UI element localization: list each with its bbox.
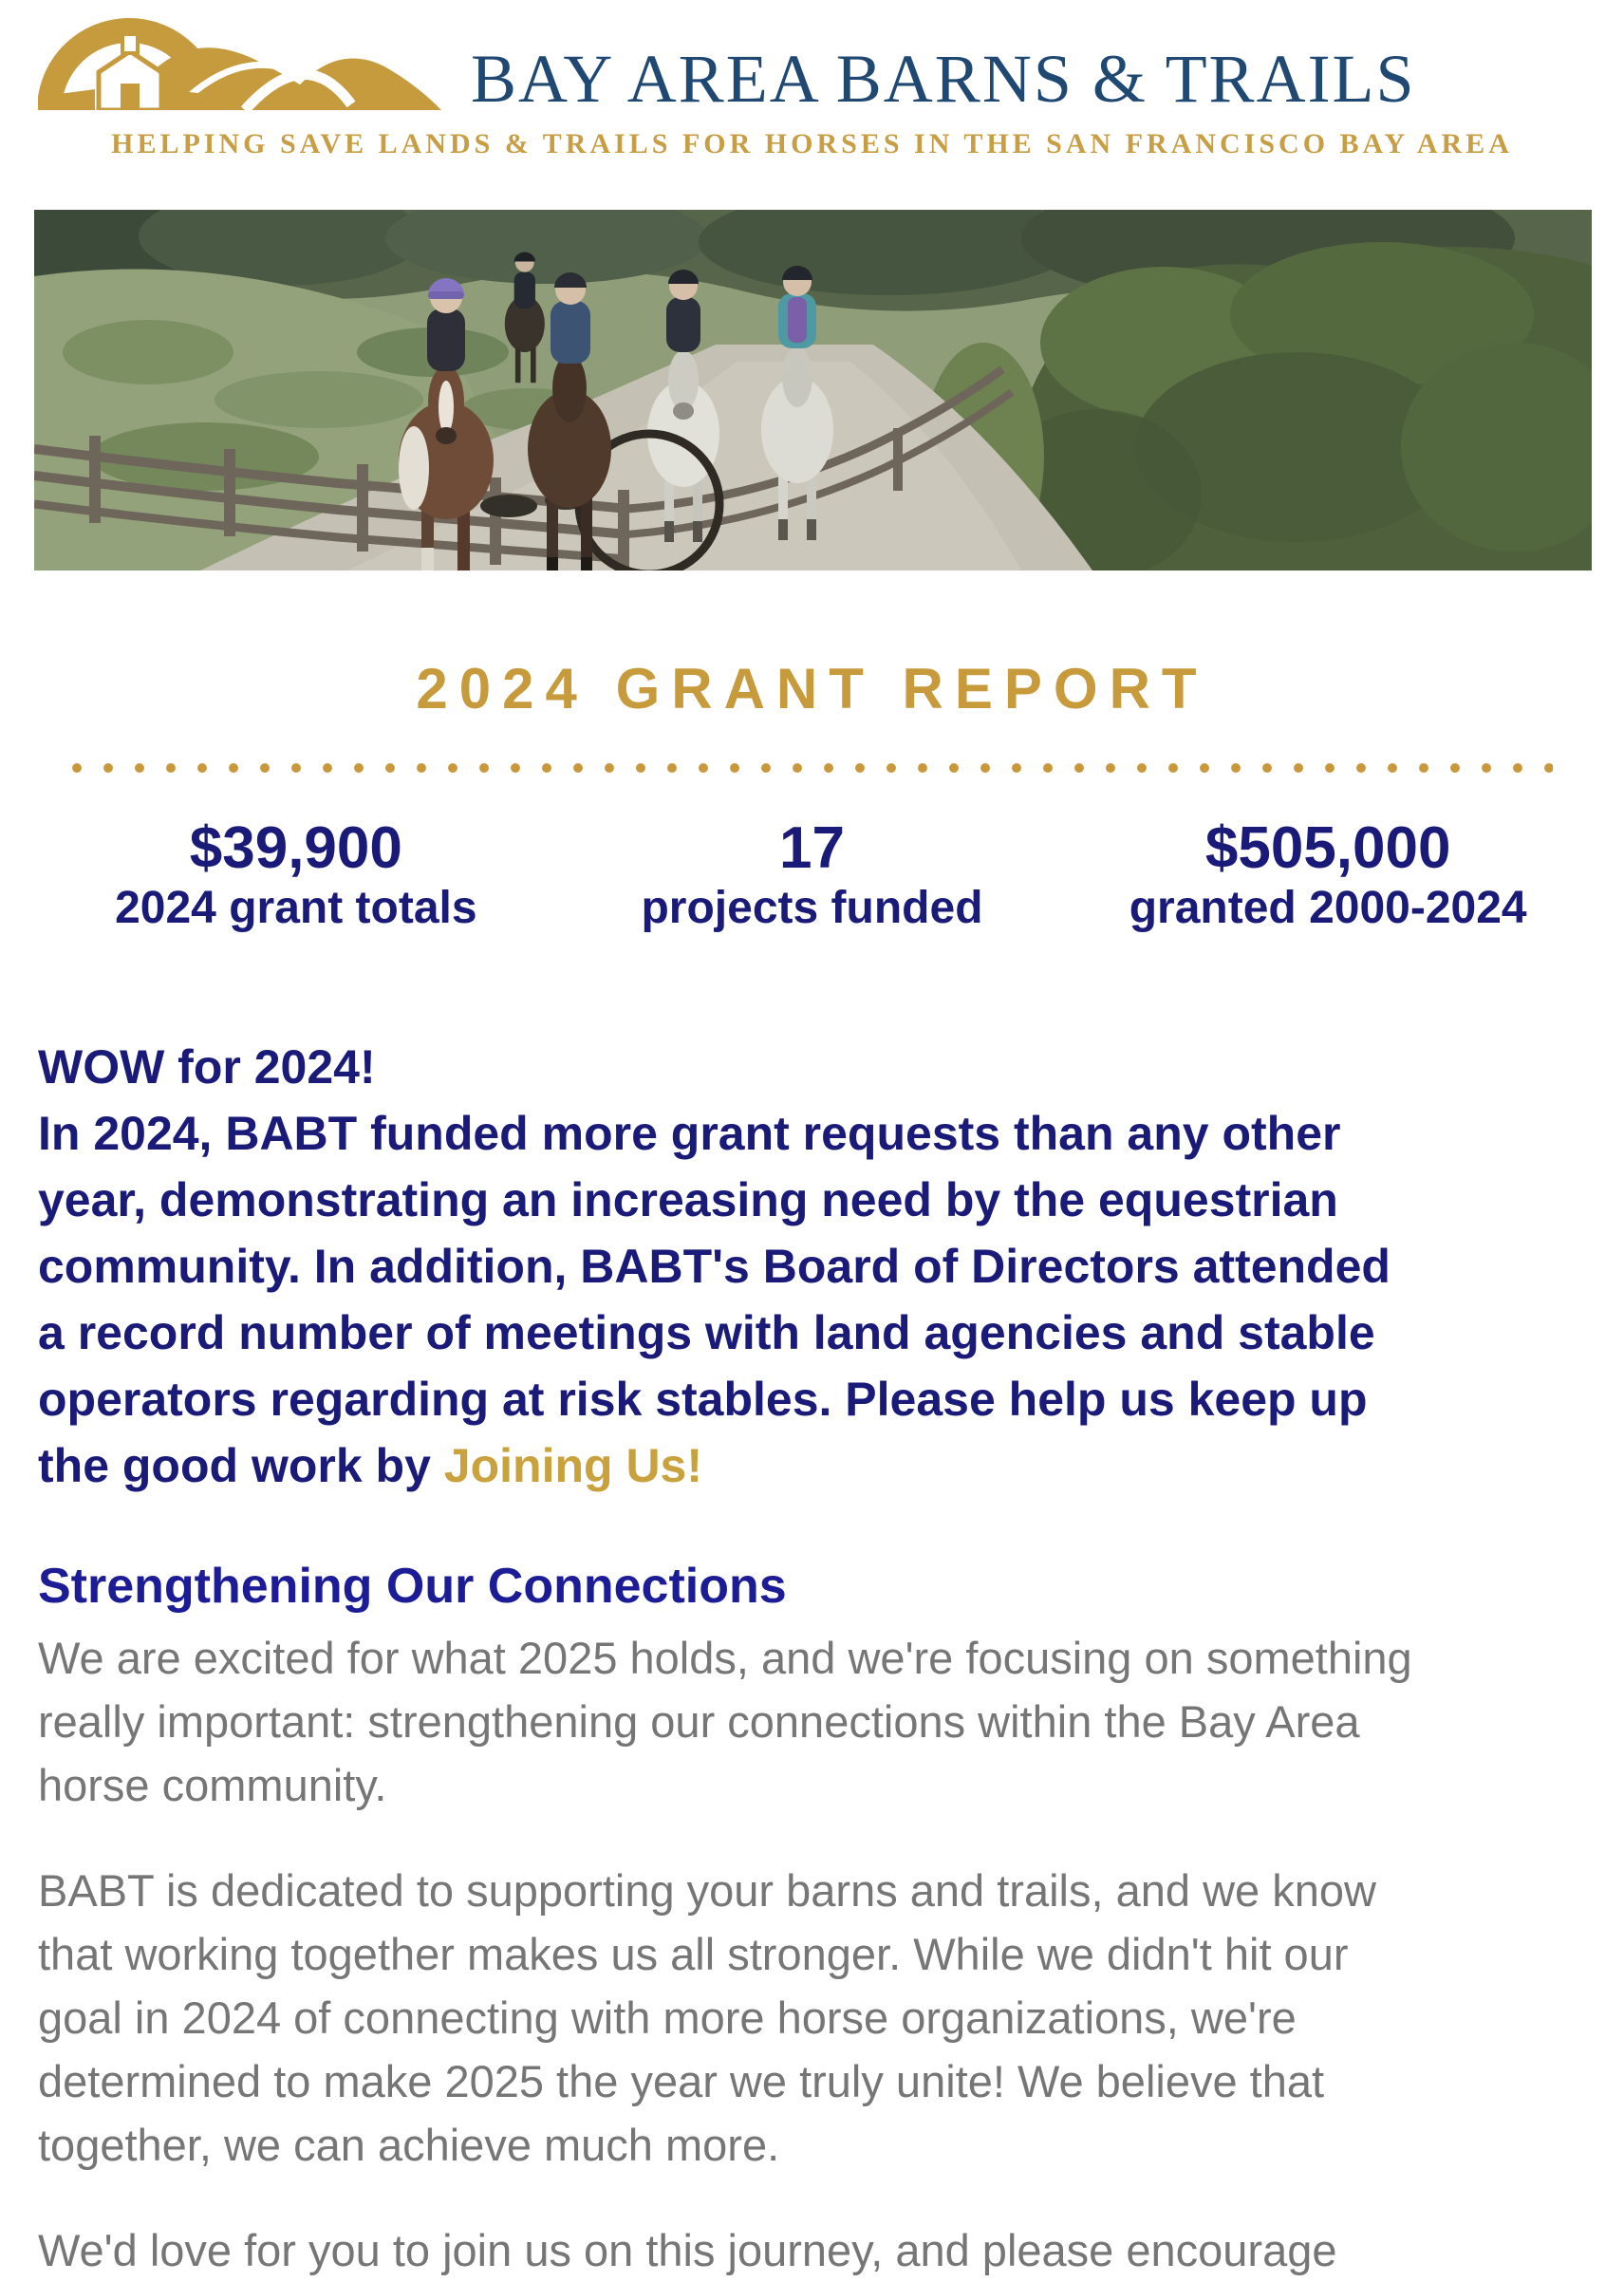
stat-granted-2000-2024: [1070, 817, 1586, 935]
dotted-divider: [71, 762, 1553, 774]
stat-value: $505,000: [1204, 815, 1451, 881]
stat-value: 17: [779, 815, 845, 881]
intro-link-prefix: the good work by: [38, 1439, 444, 1492]
intro-paragraph: [38, 1034, 1586, 1499]
stat-label: 2024 grant totals: [115, 883, 477, 933]
body-paragraph-1: [38, 1626, 1586, 1817]
body-line: that working together makes us all stronger. While we didn't hit our: [38, 1929, 1349, 1979]
body-line: goal in 2024 of connecting with more horse organizations, we're: [38, 1992, 1297, 2043]
header: [0, 0, 1624, 115]
intro-line: operators regarding at risk stables. Please help us keep up: [38, 1373, 1368, 1426]
intro-line: year, demonstrating an increasing need by the equestrian: [38, 1173, 1338, 1226]
body-line: BABT is dedicated to supporting your barns and trails, and we know: [38, 1865, 1376, 1916]
body-line: really important: strengthening our connections within the Bay Area: [38, 1696, 1360, 1747]
section-heading: Strengthening Our Connections: [38, 1559, 787, 1614]
body-line: horse community.: [38, 1760, 387, 1810]
barn-and-hills-icon: [38, 13, 446, 115]
body-line: We'd love for you to join us on this journey, and please encourage: [38, 2225, 1337, 2275]
intro-line: a record number of meetings with land agencies and stable: [38, 1306, 1375, 1359]
joining-us-link[interactable]: Joining Us!: [443, 1439, 703, 1492]
body-line: We are excited for what 2025 holds, and we're focusing on something: [38, 1633, 1412, 1683]
stat-label: projects funded: [641, 883, 983, 933]
report-title: 2024 GRANT REPORT: [416, 657, 1208, 720]
stat-projects-funded: [554, 817, 1071, 935]
intro-line: WOW for 2024!: [38, 1040, 376, 1094]
stat-value: $39,900: [189, 815, 402, 881]
intro-line: In 2024, BABT funded more grant requests than any other: [38, 1107, 1341, 1160]
body-line: determined to make 2025 the year we truly unite! We believe that: [38, 2056, 1325, 2106]
body-paragraph-3: [38, 2218, 1586, 2282]
body-line: together, we can achieve much more.: [38, 2120, 780, 2170]
intro-line: community. In addition, BABT's Board of Directors attended: [38, 1240, 1391, 1293]
stats-row: [38, 817, 1586, 935]
intro-line-with-link: [38, 1432, 1586, 1499]
org-name: BAY AREA BARNS & TRAILS: [471, 41, 1416, 117]
stat-label: granted 2000-2024: [1129, 883, 1527, 933]
org-tagline: HELPING SAVE LANDS & TRAILS FOR HORSES IN THE SAN FRANCISCO BAY AREA: [111, 128, 1513, 159]
hero-photo: [34, 210, 1592, 570]
stat-2024-grant-totals: [38, 817, 554, 935]
body-paragraph-2: [38, 1859, 1586, 2177]
